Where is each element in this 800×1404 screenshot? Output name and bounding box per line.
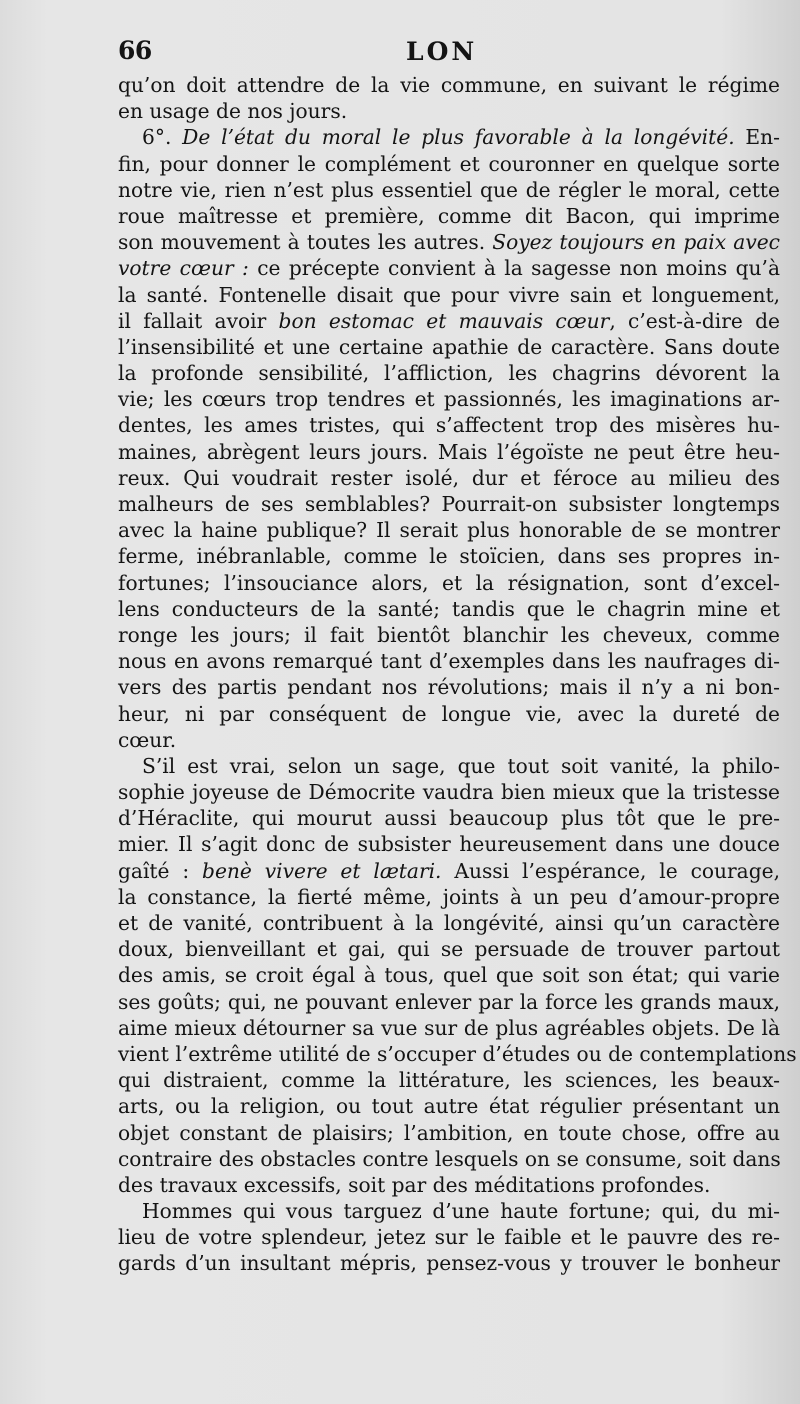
text-segment: S’il est vrai, selon un sage, que tout soit vanité, la philo- <box>142 753 780 778</box>
text-segment: Aussi l’espérance, le courage, <box>441 858 781 883</box>
text-segment: gards d’un insultant mépris, pensez-vous y trouver le bonheur <box>118 1251 780 1276</box>
text-line <box>118 177 780 203</box>
text-line <box>118 1015 780 1041</box>
text-line <box>118 465 780 491</box>
text-segment: avec la haine publique? Il serait plus honorable de se montrer <box>118 518 780 543</box>
text-line <box>118 1067 780 1093</box>
text-line <box>118 1198 780 1224</box>
text-line <box>118 989 780 1015</box>
text-segment: des amis, se croit égal à tous, quel que soit son état; qui varie <box>118 963 780 988</box>
text-line <box>118 962 780 988</box>
text-segment: ferme, inébranlable, comme le stoïcien, dans ses propres in- <box>118 544 780 569</box>
text-line <box>118 98 780 124</box>
text-segment: nous en avons remarqué tant d’exemples dans les naufrages di- <box>118 649 780 674</box>
text-line <box>118 674 780 700</box>
page-number: 66 <box>118 36 152 65</box>
text-line <box>118 1250 780 1276</box>
text-segment: contraire des obstacles contre lesquels on se consume, soit dans <box>118 1146 781 1171</box>
text-segment: notre vie, rien n’est plus essentiel que de régler le moral, cette <box>118 177 780 202</box>
text-line <box>118 1146 780 1172</box>
text-line <box>118 543 780 569</box>
text-segment: doux, bienveillant et gai, qui se persuade de trouver partout <box>118 937 780 962</box>
page-header <box>118 36 780 70</box>
italic-text: benè vivere et lætari. <box>202 858 442 883</box>
text-segment: aime mieux détourner sa vue sur de plus agréables objets. De là <box>118 1015 780 1040</box>
italic-text: Soyez toujours en paix avec <box>492 230 780 255</box>
text-line <box>118 570 780 596</box>
text-segment: roue maîtresse et première, comme dit Bacon, qui imprime <box>118 203 780 228</box>
text-segment: la santé. Fontenelle disait que pour vivre sain et longuement, <box>118 282 780 307</box>
text-segment: arts, ou la religion, ou tout autre état régulier présentant un <box>118 1094 780 1119</box>
italic-text: votre cœur : <box>118 256 249 281</box>
text-line <box>118 858 780 884</box>
text-line <box>118 831 780 857</box>
text-segment: reux. Qui voudrait rester isolé, dur et féroce au milieu des <box>118 465 780 490</box>
text-segment: son mouvement à toutes les autres. <box>118 230 493 255</box>
text-segment: mier. Il s’agit donc de subsister heureusement dans une douce <box>118 832 780 857</box>
text-segment: Hommes qui vous targuez d’une haute fortune; qui, du mi- <box>142 1199 780 1224</box>
text-line <box>118 255 780 281</box>
text-line <box>118 151 780 177</box>
text-line <box>118 412 780 438</box>
text-line <box>118 1224 780 1250</box>
text-line <box>118 282 780 308</box>
text-line <box>118 648 780 674</box>
text-line <box>118 386 780 412</box>
text-line <box>118 1041 797 1067</box>
body-text <box>118 72 797 1277</box>
text-line <box>118 727 780 753</box>
text-segment: la constance, la fierté même, joints à un peu d’amour-propre <box>118 884 780 909</box>
text-segment: l’insensibilité et une certaine apathie de caractère. Sans doute <box>118 334 780 359</box>
text-segment: malheurs de ses semblables? Pourrait-on subsister longtemps <box>118 492 780 516</box>
text-segment: et de vanité, contribuent à la longévité, ainsi qu’un caractère <box>118 911 780 935</box>
text-line <box>118 360 780 386</box>
text-segment: lieu de votre splendeur, jetez sur le faible et le pauvre des re- <box>118 1225 780 1250</box>
text-line <box>118 910 780 936</box>
italic-text: De l’état du moral le plus favorable à la longévité. <box>182 125 735 150</box>
text-segment: la profonde sensibilité, l’affliction, les chagrins dévorent la <box>118 361 780 386</box>
text-segment: gaîté : <box>118 858 203 883</box>
text-segment: fin, pour donner le complément et couronner en quelque sorte <box>118 151 780 176</box>
text-segment: maines, abrègent leurs jours. Mais l’égoïste ne peut être heu- <box>118 439 780 464</box>
text-segment: vient l’extrême utilité de s’occuper d’études ou de contemplations <box>118 1041 797 1066</box>
text-segment: 6°. <box>142 125 183 150</box>
text-segment: ses goûts; qui, ne pouvant enlever par la force les grands maux, <box>118 989 780 1014</box>
text-segment: qui distraient, comme la littérature, les sciences, les beaux- <box>118 1068 780 1093</box>
text-line <box>118 1172 780 1198</box>
text-line <box>118 622 780 648</box>
text-line <box>118 753 780 779</box>
text-segment: des travaux excessifs, soit par des méditations profondes. <box>118 1172 711 1197</box>
text-line <box>118 936 780 962</box>
text-segment: vie; les cœurs trop tendres et passionnés, les imaginations ar- <box>118 387 780 412</box>
text-line <box>118 491 780 517</box>
text-segment: d’Héraclite, qui mourut aussi beaucoup plus tôt que le pre- <box>118 806 780 831</box>
text-segment: ronge les jours; il fait bientôt blanchir les cheveux, comme <box>118 622 780 647</box>
text-line <box>118 701 780 727</box>
text-segment: vers des partis pendant nos révolutions; mais il n’y a ni bon- <box>118 675 780 700</box>
text-line <box>118 124 780 150</box>
text-segment: il fallait avoir <box>118 308 279 333</box>
text-line <box>118 229 780 255</box>
text-line <box>118 308 780 334</box>
text-line <box>118 1120 780 1146</box>
text-line <box>118 72 780 98</box>
text-segment: ce précepte convient à la sagesse non moins qu’à <box>248 256 780 281</box>
text-line <box>118 805 780 831</box>
text-segment: objet constant de plaisirs; l’ambition, en toute chose, offre au <box>118 1120 780 1145</box>
text-line <box>118 779 780 805</box>
text-segment: , c’est-à-dire de <box>609 308 781 333</box>
italic-text: bon estomac et mauvais cœur <box>278 308 610 333</box>
text-segment: fortunes; l’insouciance alors, et la résignation, sont d’excel- <box>118 570 780 595</box>
running-title: LON <box>406 37 478 66</box>
text-line <box>118 596 780 622</box>
text-segment: En- <box>734 125 780 150</box>
text-line <box>118 517 780 543</box>
text-line <box>118 334 780 360</box>
text-segment: lens conducteurs de la santé; tandis que le chagrin mine et <box>118 596 780 621</box>
text-line <box>118 203 780 229</box>
text-line <box>118 884 780 910</box>
text-line <box>118 1093 780 1119</box>
text-segment: en usage de nos jours. <box>118 99 348 124</box>
text-segment: cœur. <box>118 727 177 752</box>
text-segment: heur, ni par conséquent de longue vie, avec la dureté de <box>118 701 780 726</box>
text-line <box>118 439 780 465</box>
text-segment: dentes, les ames tristes, qui s’affectent trop des misères hu- <box>118 413 780 438</box>
text-segment: sophie joyeuse de Démocrite vaudra bien mieux que la tristesse <box>118 780 780 805</box>
text-segment: qu’on doit attendre de la vie commune, en suivant le régime <box>118 73 780 97</box>
